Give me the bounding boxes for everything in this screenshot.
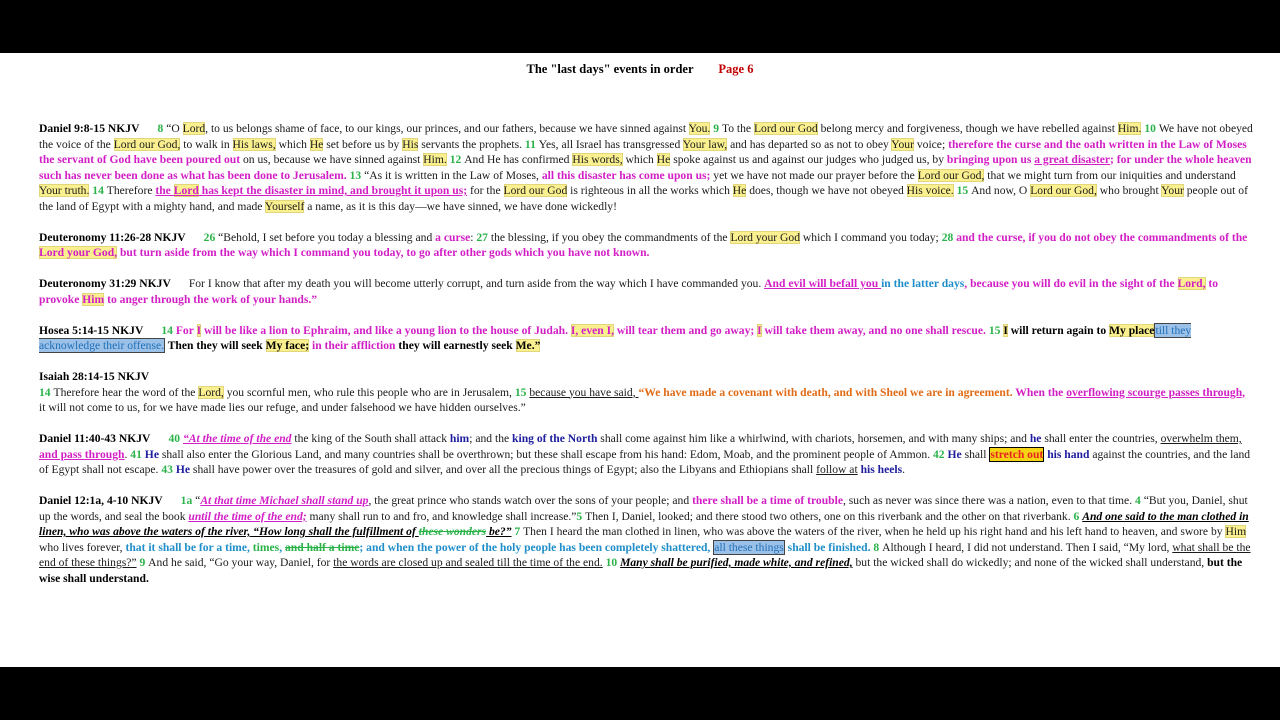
passage-text: is righteous in all the works which xyxy=(567,184,733,197)
emphasis-text: a great disaster xyxy=(1034,153,1111,166)
verse-number: 14 xyxy=(39,385,54,399)
emphasis-text: For xyxy=(175,323,197,337)
passage-text: belong mercy and forgiveness, though we have rebelled against xyxy=(817,122,1118,135)
emphasis-text: shall be finished. xyxy=(784,540,871,554)
passage-text: : xyxy=(470,230,477,244)
emphasis-text: but turn aside from the way which I command you today, to go after other gods which you have not known. xyxy=(117,246,650,259)
passage-text: For I know that after my death you will become utterly corrupt, and turn aside from the way which I have commanded you. xyxy=(188,277,765,290)
passage-text: who brought xyxy=(1096,184,1162,197)
verse-number: 9 xyxy=(136,556,149,569)
passage-text: follow at xyxy=(816,463,858,476)
verse-number: 5 xyxy=(576,509,586,523)
passage-text: We have not obeyed the voice of the xyxy=(39,122,1253,151)
passage-text: And he said, “Go your way, Daniel, for xyxy=(148,556,334,569)
passage-text: but the wicked shall do wickedly; and none of the wicked shall understand, xyxy=(852,556,1208,569)
verse-number: 12 xyxy=(446,153,465,166)
highlighted-text: Lord our God xyxy=(753,122,818,135)
highlighted-text: Your xyxy=(1161,184,1184,197)
verse-number: 9 xyxy=(710,122,722,135)
passage-text: you scornful men, who rule this people who are in Jerusalem, xyxy=(223,385,515,399)
passage-text: shall xyxy=(961,447,990,461)
passage-text: but the wise shall understand. xyxy=(39,556,1243,585)
emphasis-text: And evil will befall you xyxy=(764,277,882,290)
emphasis-text: has kept the disaster in mind, and brought it upon us; xyxy=(198,184,468,197)
emphasis-text: until the time of the end; xyxy=(188,509,307,523)
emphasis-text: there shall be a time of trouble xyxy=(692,494,843,507)
verse-number: 11 xyxy=(524,137,539,151)
emphasis-text: the xyxy=(155,184,174,197)
passage-text: Then I, Daniel, looked; and there stood two others, one on this riverbank and the other on that riverbank. xyxy=(585,509,1074,523)
highlighted-text: His words, xyxy=(572,153,623,166)
emphasis-text: , xyxy=(279,540,285,554)
verse-number: 7 xyxy=(511,525,524,538)
passage-text: because you have said, xyxy=(529,385,639,399)
emphasis-text: therefore the curse and the oath written in the Law of Moses the servant of God have been poured out xyxy=(39,137,1247,166)
passage-text: what shall be the end of these things?” xyxy=(39,540,1251,569)
emphasis-text: his heels xyxy=(860,463,903,476)
highlighted-text: Yourself xyxy=(264,199,305,213)
passage-text: many shall run to and fro, and knowledge shall increase.” xyxy=(306,509,577,523)
passage-text: to walk in xyxy=(180,137,233,151)
highlighted-text: He xyxy=(732,184,747,197)
verse-number: 15 xyxy=(953,184,972,197)
emphasis-text: He xyxy=(144,447,159,461)
passage-text: which xyxy=(622,153,657,166)
verse-number: 26 xyxy=(203,230,219,244)
highlighted-text: He xyxy=(656,153,671,166)
passage-text: . xyxy=(124,447,131,461)
highlighted-text: Your xyxy=(891,137,914,151)
verse-number: 1a xyxy=(180,494,196,507)
passage-text: the words are closed up and sealed till the time of the end. xyxy=(333,556,603,569)
emphasis-text: “We have made a covenant with death, and with Sheol we are in agreement. xyxy=(638,385,1016,399)
emphasis-text: in the latter days xyxy=(881,277,965,290)
passage xyxy=(39,121,1253,214)
passage-text: does, though we have not obeyed xyxy=(746,184,907,197)
highlighted-text: Lord our God, xyxy=(917,168,985,182)
boxed-text: till they acknowledge their offense. xyxy=(39,323,1192,352)
highlighted-text: Lord our God, xyxy=(113,137,181,151)
emphasis-text: his hand xyxy=(1044,447,1090,461)
verse-number: 43 xyxy=(161,463,176,476)
highlighted-text: His laws, xyxy=(232,137,276,151)
passage xyxy=(39,431,1253,478)
verse-number: 14 xyxy=(89,184,107,197)
highlighted-text: Lord your God, xyxy=(39,246,118,259)
passage-text: Then I heard the man clothed in linen, who was above the waters of the river, when he held up his right hand and his left hand to heaven, and swore by xyxy=(523,525,1226,538)
emphasis-text: will take them away, and no one shall rescue. xyxy=(761,323,989,337)
highlighted-text: Lord our God, xyxy=(1030,184,1097,197)
verse-number: 10 xyxy=(1141,122,1159,135)
passage-text: overwhelm them, xyxy=(1160,432,1242,445)
passage-text: spoke against us and against our judges who judged us, by xyxy=(670,153,947,166)
highlighted-text: Lord xyxy=(173,184,199,197)
passage-text: and half a time xyxy=(284,540,360,554)
verse-number: 14 xyxy=(161,323,176,337)
emphasis-text: a curse xyxy=(435,230,471,244)
passage-text: , such as never was since there was a nation, even to that time. xyxy=(842,494,1135,507)
passage-text: which I command you today; xyxy=(800,230,942,244)
emphasis-text: He xyxy=(175,463,191,476)
passage-text: against the countries, and the land of Egypt shall not escape. xyxy=(39,447,1251,476)
verse-number: 8 xyxy=(870,540,883,554)
passage-text: Yes, all Israel has transgressed xyxy=(538,137,683,151)
page-header xyxy=(0,62,1280,77)
passage-text: To the xyxy=(721,122,754,135)
passage-text: a name, as it is this day—we have sinned, we have done wickedly! xyxy=(304,199,617,213)
passage-text: And now, O xyxy=(971,184,1031,197)
passage-text: ; and the xyxy=(469,432,513,445)
passage-reference: Deuteronomy 31:29 NKJV xyxy=(39,277,171,290)
passage-reference: Hosea 5:14-15 NKJV xyxy=(39,323,144,337)
highlighted-text: Your law, xyxy=(682,137,728,151)
scripture-list xyxy=(39,121,1253,602)
passage-text: , the great prince who stands watch over the sons of your people; and xyxy=(368,494,693,507)
passage-reference: Daniel 9:8-15 NKJV xyxy=(39,122,140,135)
emphasis-text: him xyxy=(449,432,470,445)
passage-text: shall have power over the treasures of gold and silver, and over all the precious things of Egypt; also the Libyans and Ethiopians shall xyxy=(190,463,817,476)
highlighted-text: Him. xyxy=(423,153,447,166)
page-number: Page 6 xyxy=(718,62,754,76)
highlighted-text: Lord our God xyxy=(503,184,568,197)
passage-text: the king of the South shall attack xyxy=(291,432,450,445)
passage-text: on us, because we have sinned against xyxy=(240,153,424,166)
verse-number: 10 xyxy=(602,556,621,569)
passage-text: “But you, Daniel, shut up the words, and seal the book xyxy=(39,494,1248,523)
highlighted-text: My face; xyxy=(265,339,310,352)
verse-number: 15 xyxy=(514,385,530,399)
document-title: The "last days" events in order xyxy=(526,62,694,76)
highlighted-text: Him xyxy=(82,292,105,306)
passage-text: Then they will seek xyxy=(165,339,266,352)
passage xyxy=(39,230,1253,261)
passage-text: “As it is written in the Law of Moses, xyxy=(364,168,542,182)
emphasis-text: and the curse, if you do not obey the commandments of the xyxy=(956,230,1248,244)
emphasis-text: He xyxy=(947,447,962,461)
passage-text: will return again to xyxy=(1007,323,1110,337)
highlighted-text: You. xyxy=(688,122,711,135)
emphasis-text: And one said to the man clothed in linen, who was above the waters of the river, “How long shall the fulfillment of xyxy=(39,509,1249,538)
highlighted-text: My place xyxy=(1109,323,1155,337)
passage-text: and has departed so as not to obey xyxy=(727,137,892,151)
verse-number: 27 xyxy=(476,230,491,244)
passage-reference: Daniel 12:1a, 4-10 NKJV xyxy=(39,494,163,507)
passage-text: who lives forever, xyxy=(39,540,126,554)
emphasis-text: and pass through xyxy=(39,447,125,461)
emphasis-text: ; for under the whole heaven such has never been done as what has been done to Jerusalem. xyxy=(39,153,1252,182)
passage-text: Although I heard, I did not understand. Then I said, “My lord, xyxy=(882,540,1173,554)
highlighted-text: Him. xyxy=(1117,122,1142,135)
passage-text: that we might turn from our iniquities and understand xyxy=(984,168,1236,182)
passage xyxy=(39,493,1253,586)
emphasis-text: will tear them and go away; xyxy=(614,323,758,337)
passage-text: these wonders xyxy=(418,525,487,538)
passage-text: And He has confirmed xyxy=(464,153,573,166)
passage-text: they will earnestly seek xyxy=(395,339,516,352)
verse-number: 40 xyxy=(168,432,183,445)
passage-text: people out of the land of Egypt with a mighty hand, and made xyxy=(39,184,1248,213)
verse-number: 41 xyxy=(130,447,145,461)
highlighted-text: Lord, xyxy=(198,385,224,399)
emphasis-text: will be like a lion to Ephraim, and like a young lion to the house of Judah. xyxy=(201,323,571,337)
passage-text: shall enter the countries, xyxy=(1041,432,1161,445)
passage-text: “O xyxy=(166,122,183,135)
highlighted-text: He xyxy=(309,137,324,151)
verse-number: 42 xyxy=(933,447,948,461)
emphasis-text: that it shall be for a time, xyxy=(125,540,253,554)
highlighted-text: I xyxy=(1003,323,1008,337)
passage-reference: Deuteronomy 11:26-28 NKJV xyxy=(39,230,186,244)
emphasis-text: When the xyxy=(1015,385,1067,399)
passage-text: . xyxy=(902,463,906,476)
boxed-text: stretch out xyxy=(990,447,1044,461)
highlighted-text: His voice. xyxy=(906,184,954,197)
verse-number: 15 xyxy=(988,323,1004,337)
passage-text: , to us belongs shame of face, to our kings, our princes, and our fathers, because we have sinned against xyxy=(205,122,689,135)
passage-text: the blessing, if you obey the commandments of the xyxy=(490,230,731,244)
passage-text: which xyxy=(275,137,310,151)
passage xyxy=(39,323,1253,354)
passage-text: shall also enter the Glorious Land, and many countries shall be overthrown; but these shall escape from his hand: Edom, Moab, and the prominent people of Ammon. xyxy=(158,447,933,461)
highlighted-text: Him xyxy=(1225,525,1247,538)
passage-text: for the xyxy=(467,184,504,197)
emphasis-text: he xyxy=(1029,432,1042,445)
emphasis-text: bringing upon us xyxy=(946,153,1035,166)
verse-number: 13 xyxy=(346,168,365,182)
passage-text: times xyxy=(252,540,280,554)
passage-text: shall come against him like a whirlwind, with chariots, horsemen, and with many ships; and xyxy=(597,432,1030,445)
highlighted-text: Lord your God xyxy=(730,230,800,244)
passage-text: Therefore xyxy=(106,184,156,197)
verse-number: 4 xyxy=(1135,494,1144,507)
passage-text: set before us by xyxy=(323,137,403,151)
highlighted-text: I, even I, xyxy=(570,323,615,337)
emphasis-text: “At the time of the end xyxy=(182,432,292,445)
emphasis-text: be?” xyxy=(486,525,512,538)
verse-number: 6 xyxy=(1073,509,1083,523)
highlighted-text: Me.” xyxy=(515,339,541,352)
highlighted-text: I xyxy=(757,323,762,337)
verse-number: 8 xyxy=(157,122,167,135)
emphasis-text: ; and when the power of the holy people has been completely shattered, xyxy=(359,540,714,554)
emphasis-text: Many shall be purified, made white, and refined, xyxy=(620,556,853,569)
emphasis-text: to provoke xyxy=(39,277,1219,306)
passage-text: Therefore hear the word of the xyxy=(53,385,199,399)
highlighted-text: His xyxy=(402,137,419,151)
emphasis-text: to anger through the work of your hands.” xyxy=(104,292,318,306)
emphasis-text: king of the North xyxy=(512,432,598,445)
verse-number: 28 xyxy=(941,230,957,244)
passage-reference: Isaiah 28:14-15 NKJV xyxy=(39,370,150,383)
highlighted-text: Lord xyxy=(182,122,206,135)
passage-text: yet we have not made our prayer before the xyxy=(710,168,918,182)
highlighted-text: Your truth. xyxy=(39,184,90,197)
passage-text: “Behold, I set before you today a blessing and xyxy=(218,230,436,244)
highlighted-text: Lord, xyxy=(1177,277,1206,290)
emphasis-text: overflowing scourge passes through, xyxy=(1066,385,1246,399)
passage xyxy=(39,369,1253,416)
boxed-text: all these things xyxy=(714,540,784,554)
passage xyxy=(39,276,1253,307)
passage-text: it will not come to us, for we have made lies our refuge, and under falsehood we have hidden ourselves.” xyxy=(39,401,526,414)
passage-text: voice; xyxy=(913,137,949,151)
emphasis-text: all this disaster has come upon us; xyxy=(541,168,711,182)
emphasis-text: in their affliction xyxy=(309,339,396,352)
passage-text: “ xyxy=(195,494,201,507)
document-page xyxy=(0,53,1280,667)
emphasis-text: At that time Michael shall stand up xyxy=(200,494,369,507)
passage-text: servants the prophets. xyxy=(418,137,525,151)
passage-reference: Daniel 11:40-43 NKJV xyxy=(39,432,151,445)
highlighted-text: I xyxy=(196,323,202,337)
emphasis-text: , because you will do evil in the sight of the xyxy=(964,277,1178,290)
